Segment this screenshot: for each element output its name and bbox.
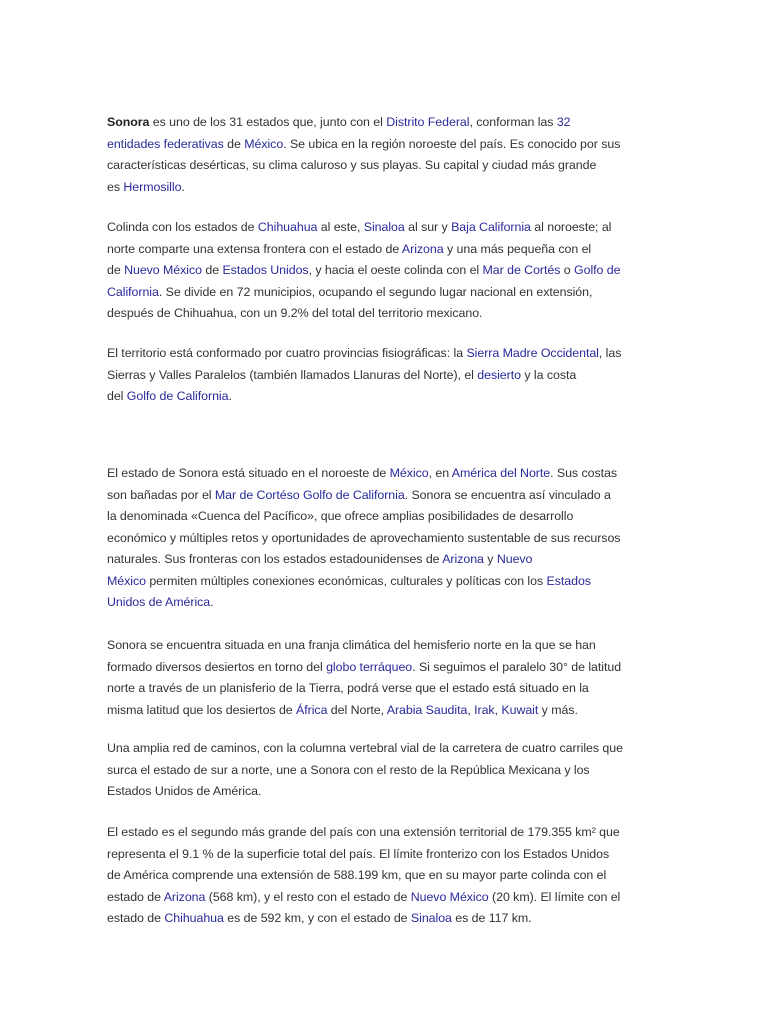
text-segment: la denominada «Cuenca del Pacífico», que ofrece amplias posibilidades de desarrollo — [107, 509, 574, 523]
text-line — [107, 112, 667, 134]
text-line — [107, 887, 667, 909]
wiki-link[interactable]: Arizona — [401, 241, 444, 256]
text-line — [107, 386, 667, 408]
text-segment: El estado es el segundo más grande del país con una extensión territorial de 179.355 km² que — [107, 825, 620, 839]
wiki-link[interactable]: desierto — [477, 367, 521, 382]
text-segment: El territorio está conformado por cuatro provincias fisiográficas: la — [107, 346, 467, 360]
text-line — [107, 822, 667, 844]
wiki-link[interactable]: Estados — [546, 573, 591, 588]
wiki-link[interactable]: Mar de Cortéso Golfo de California — [214, 487, 405, 502]
text-segment: Sierras y Valles Paralelos (también llamados Llanuras del Norte), el — [107, 367, 478, 382]
wiki-link[interactable]: Arizona — [442, 552, 484, 566]
text-segment: , en — [428, 466, 452, 480]
text-segment: permiten múltiples conexiones económicas, culturales y políticas con los — [145, 573, 547, 588]
text-segment: y más. — [538, 702, 578, 717]
wiki-link[interactable]: Arizona — [163, 889, 206, 904]
wiki-link[interactable]: Sinaloa — [363, 220, 405, 234]
text-line — [107, 528, 667, 550]
text-segment: al noroeste; al — [530, 220, 612, 234]
text-segment: de — [202, 263, 223, 277]
text-line — [107, 177, 667, 199]
paragraph-climate — [107, 635, 667, 721]
wiki-link[interactable]: Distrito Federal — [386, 115, 470, 129]
wiki-link[interactable]: globo terráqueo — [326, 659, 413, 674]
text-segment: es uno de los 31 estados que, junto con el — [149, 115, 387, 129]
text-line — [107, 463, 667, 485]
paragraph-intro — [107, 112, 667, 198]
text-segment: norte comparte una extensa frontera con el estado de — [107, 241, 402, 256]
text-segment: estado de — [107, 911, 165, 925]
wiki-link[interactable]: México — [389, 466, 429, 480]
text-segment: Colinda con los estados de — [107, 220, 258, 234]
text-segment: , — [494, 702, 502, 717]
wiki-link[interactable]: Hermosillo — [123, 179, 182, 194]
wiki-link[interactable]: Unidos de América — [107, 595, 211, 609]
wiki-link[interactable]: entidades federativas — [107, 136, 224, 151]
wiki-link[interactable]: Kuwait — [501, 702, 539, 717]
text-segment: Sonora se encuentra situada en una franja climática del hemisferio norte en la que se han — [107, 638, 596, 652]
paragraph-location — [107, 463, 667, 614]
text-line — [107, 635, 667, 657]
wiki-link[interactable]: Golfo de California — [126, 389, 229, 403]
text-segment: y — [483, 552, 497, 566]
paragraph-roads — [107, 738, 667, 803]
text-line — [107, 506, 667, 528]
text-segment: estado de — [107, 889, 164, 904]
wiki-link[interactable]: Golfo de — [574, 263, 621, 277]
text-segment: son bañadas por el — [107, 487, 215, 502]
wiki-link[interactable]: Sinaloa — [410, 911, 452, 925]
bold-term: Sonora — [107, 115, 150, 129]
text-line — [107, 781, 667, 803]
wiki-link[interactable]: Nuevo México — [124, 263, 202, 277]
text-line — [107, 549, 667, 571]
text-segment: . Sonora se encuentra así vinculado a — [404, 487, 611, 502]
text-segment: . — [228, 389, 232, 403]
text-line — [107, 700, 667, 722]
wiki-link[interactable]: Nuevo México — [410, 889, 489, 904]
paragraph-territory — [107, 343, 667, 408]
text-line — [107, 155, 667, 177]
text-line — [107, 485, 667, 507]
text-segment: es — [107, 179, 124, 194]
text-line — [107, 908, 667, 930]
text-segment: al sur y — [404, 220, 452, 234]
text-segment: características desérticas, su clima caluroso y sus playas. Su capital y ciudad más grande — [107, 158, 597, 172]
wiki-link[interactable]: Mar de Cortés — [482, 263, 561, 277]
text-line — [107, 217, 667, 239]
text-segment: Una amplia red de caminos, con la columna vertebral vial de la carretera de cuatro carriles que — [107, 741, 623, 755]
text-line — [107, 134, 667, 156]
wiki-link[interactable]: África — [296, 702, 328, 717]
text-segment: representa el 9.1 % de la superficie total del país. El límite fronterizo con los Estados Unidos — [107, 846, 610, 861]
wiki-link[interactable]: Baja California — [451, 220, 531, 234]
wiki-link[interactable]: América del Norte — [451, 466, 551, 480]
text-segment: . Si seguimos el paralelo 30° de latitud — [412, 659, 622, 674]
text-segment: formado diversos desiertos en torno del — [107, 659, 327, 674]
text-line — [107, 260, 667, 282]
wiki-link[interactable]: Chihuahua — [164, 911, 224, 925]
text-segment: , — [467, 702, 475, 717]
text-segment: . Se divide en 72 municipios, ocupando el segundo lugar nacional en extensión, — [158, 284, 593, 299]
wiki-link[interactable]: México — [107, 573, 146, 588]
text-segment: . — [210, 595, 214, 609]
text-line — [107, 738, 667, 760]
wiki-link[interactable]: Estados Unidos — [222, 263, 309, 277]
text-segment: , y hacia el oeste colinda con el — [308, 263, 483, 277]
wiki-link[interactable]: Chihuahua — [257, 220, 318, 234]
text-segment: del — [107, 389, 127, 403]
wiki-link[interactable]: 32 — [556, 115, 571, 129]
text-line — [107, 343, 667, 365]
text-line — [107, 571, 667, 593]
text-segment: , las — [598, 346, 622, 360]
paragraph-extension — [107, 822, 667, 930]
text-segment: es de 592 km, y con el estado de — [223, 911, 411, 925]
text-segment: de — [107, 263, 125, 277]
wiki-link[interactable]: Nuevo — [496, 552, 533, 566]
text-segment: norte a través de un planisferio de la Tierra, podrá verse que el estado está situado en la — [107, 681, 589, 695]
text-segment: después de Chihuahua, con un 9.2% del total del territorio mexicano. — [107, 306, 483, 320]
text-line — [107, 239, 667, 261]
text-line — [107, 865, 667, 887]
text-segment: . — [181, 179, 185, 194]
wiki-link[interactable]: California — [107, 284, 159, 299]
text-segment: . Sus costas — [550, 466, 617, 480]
text-segment: del Norte, — [327, 702, 387, 717]
text-line — [107, 678, 667, 700]
text-line — [107, 282, 667, 304]
wiki-link[interactable]: Arabia Saudita — [386, 702, 468, 717]
text-segment: naturales. Sus fronteras con los estados estadounidenses de — [107, 552, 443, 566]
paragraph-borders — [107, 217, 667, 325]
text-line — [107, 592, 667, 614]
text-line — [107, 844, 667, 866]
text-segment: es de 117 km. — [451, 911, 532, 925]
text-line — [107, 760, 667, 782]
text-segment: (568 km), y el resto con el estado de — [205, 889, 411, 904]
text-segment: surca el estado de sur a norte, une a Sonora con el resto de la República Mexicana y los — [107, 762, 590, 777]
text-segment: de América comprende una extensión de 588.199 km, que en su mayor parte colinda con el — [107, 868, 607, 882]
text-segment: El estado de Sonora está situado en el noroeste de — [107, 466, 390, 480]
text-line — [107, 365, 667, 387]
text-segment: de — [223, 136, 245, 151]
text-segment: al este, — [317, 220, 364, 234]
text-segment: . Se ubica en la región noroeste del país. Es conocido por sus — [283, 136, 621, 151]
text-segment: y una más pequeña con el — [443, 241, 592, 256]
text-segment: misma latitud que los desiertos de — [107, 702, 297, 717]
wiki-link[interactable]: México — [244, 136, 284, 151]
text-segment: , conforman las — [469, 115, 557, 129]
text-segment: económico y múltiples retos y oportunidades de aprovechamiento sustentable de sus recursos — [107, 530, 621, 545]
text-segment: Estados Unidos de América. — [107, 784, 262, 798]
wiki-link[interactable]: Sierra Madre Occidental — [466, 346, 599, 360]
text-segment: (20 km). El límite con el — [488, 889, 621, 904]
text-segment: o — [560, 263, 575, 277]
text-line — [107, 657, 667, 679]
text-line — [107, 303, 667, 325]
text-segment: y la costa — [520, 367, 577, 382]
wiki-link[interactable]: Irak — [474, 702, 495, 717]
